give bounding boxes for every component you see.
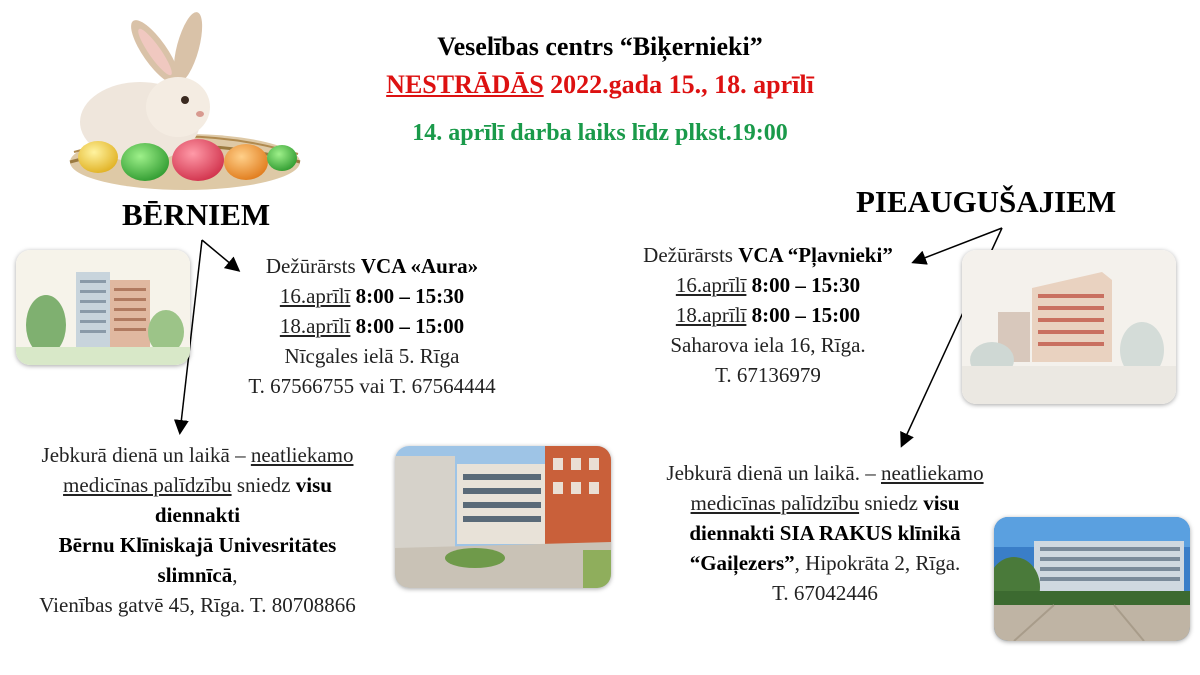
duty-prefix: Dežūrārsts bbox=[265, 254, 361, 278]
plavnieki-building-photo bbox=[962, 250, 1176, 404]
day1-time: 8:00 – 15:30 bbox=[746, 273, 861, 297]
emergency-bold: visu bbox=[923, 491, 960, 515]
emergency-text: sniedz bbox=[231, 473, 296, 497]
day2-time: 8:00 – 15:00 bbox=[350, 314, 465, 338]
adults-duty-line bbox=[598, 240, 938, 270]
day1-date: 16.aprīlī bbox=[279, 284, 351, 308]
emergency-line-5 bbox=[0, 560, 395, 590]
emergency-text: Jebkurā dienā un laikā – bbox=[41, 443, 251, 467]
children-duty-block bbox=[222, 251, 522, 401]
emergency-underlined: neatliekamo bbox=[880, 461, 984, 485]
adults-duty-address: Saharova iela 16, Rīga. bbox=[670, 333, 866, 357]
adults-duty-phone: T. 67136979 bbox=[715, 363, 821, 387]
day1-date: 16.aprīlī bbox=[675, 273, 747, 297]
emergency-underlined: medicīnas palīdzību bbox=[690, 491, 860, 515]
emergency-line-3 bbox=[0, 500, 395, 530]
emergency-line-5: T. 67042446 bbox=[772, 581, 878, 605]
children-heading: BĒRNIEM bbox=[122, 197, 271, 232]
day2-time: 8:00 – 15:00 bbox=[746, 303, 861, 327]
clinic-address: , Hipokrāta 2, Rīga. bbox=[794, 551, 961, 575]
duty-clinic-name: VCA “Pļavnieki” bbox=[738, 243, 893, 267]
emergency-bold: diennakti bbox=[154, 503, 241, 527]
children-emergency-block bbox=[0, 440, 395, 620]
day2-date: 18.aprīlī bbox=[675, 303, 747, 327]
clinic-name-quoted: “Gaiļezers” bbox=[689, 551, 795, 575]
clinic-name: diennakti SIA RAKUS klīnikā bbox=[689, 521, 961, 545]
hospital-name-end: slimnīcā bbox=[157, 563, 233, 587]
closed-dates: 2022.gada 15., 18. aprīlī bbox=[543, 70, 814, 99]
adults-duty-block bbox=[598, 240, 938, 390]
emergency-line-1 bbox=[622, 458, 1028, 488]
page-title: Veselības centrs “Biķernieki” bbox=[437, 32, 763, 61]
children-duty-day2 bbox=[222, 311, 522, 341]
aura-building-photo bbox=[16, 250, 190, 365]
duty-prefix: Dežūrārsts bbox=[643, 243, 739, 267]
adults-duty-day1 bbox=[598, 270, 938, 300]
emergency-bold: visu bbox=[295, 473, 332, 497]
emergency-line-2 bbox=[0, 470, 395, 500]
childrens-hospital-photo bbox=[395, 446, 611, 588]
emergency-line-4 bbox=[0, 530, 395, 560]
children-duty-address: Nīcgales ielā 5. Rīga bbox=[284, 344, 460, 368]
emergency-text: sniedz bbox=[859, 491, 924, 515]
emergency-line-1 bbox=[0, 440, 395, 470]
adults-emergency-block bbox=[622, 458, 1028, 608]
hospital-name: Bērnu Klīniskajā Univesritātes bbox=[58, 533, 337, 557]
emergency-underlined: neatliekamo bbox=[250, 443, 354, 467]
working-hours-note: 14. aprīlī darba laiks līdz plkst.19:00 bbox=[412, 120, 788, 146]
children-duty-phone: T. 67566755 vai T. 67564444 bbox=[248, 374, 496, 398]
emergency-text: Jebkurā dienā un laikā. – bbox=[666, 461, 881, 485]
adults-heading: PIEAUGUŠAJIEM bbox=[856, 184, 1117, 219]
emergency-text: , bbox=[232, 563, 238, 587]
emergency-underlined: medicīnas palīdzību bbox=[63, 473, 232, 497]
emergency-line-3 bbox=[622, 518, 1028, 548]
children-duty-line bbox=[222, 251, 522, 281]
emergency-line-2 bbox=[622, 488, 1028, 518]
emergency-line-6: Vienības gatvē 45, Rīga. T. 80708866 bbox=[39, 593, 356, 617]
children-duty-day1 bbox=[222, 281, 522, 311]
day1-time: 8:00 – 15:30 bbox=[350, 284, 465, 308]
duty-clinic-name: VCA «Aura» bbox=[360, 254, 479, 278]
adults-duty-day2 bbox=[598, 300, 938, 330]
emergency-line-4 bbox=[622, 548, 1028, 578]
closed-word: NESTRĀDĀS bbox=[386, 70, 544, 99]
day2-date: 18.aprīlī bbox=[279, 314, 351, 338]
